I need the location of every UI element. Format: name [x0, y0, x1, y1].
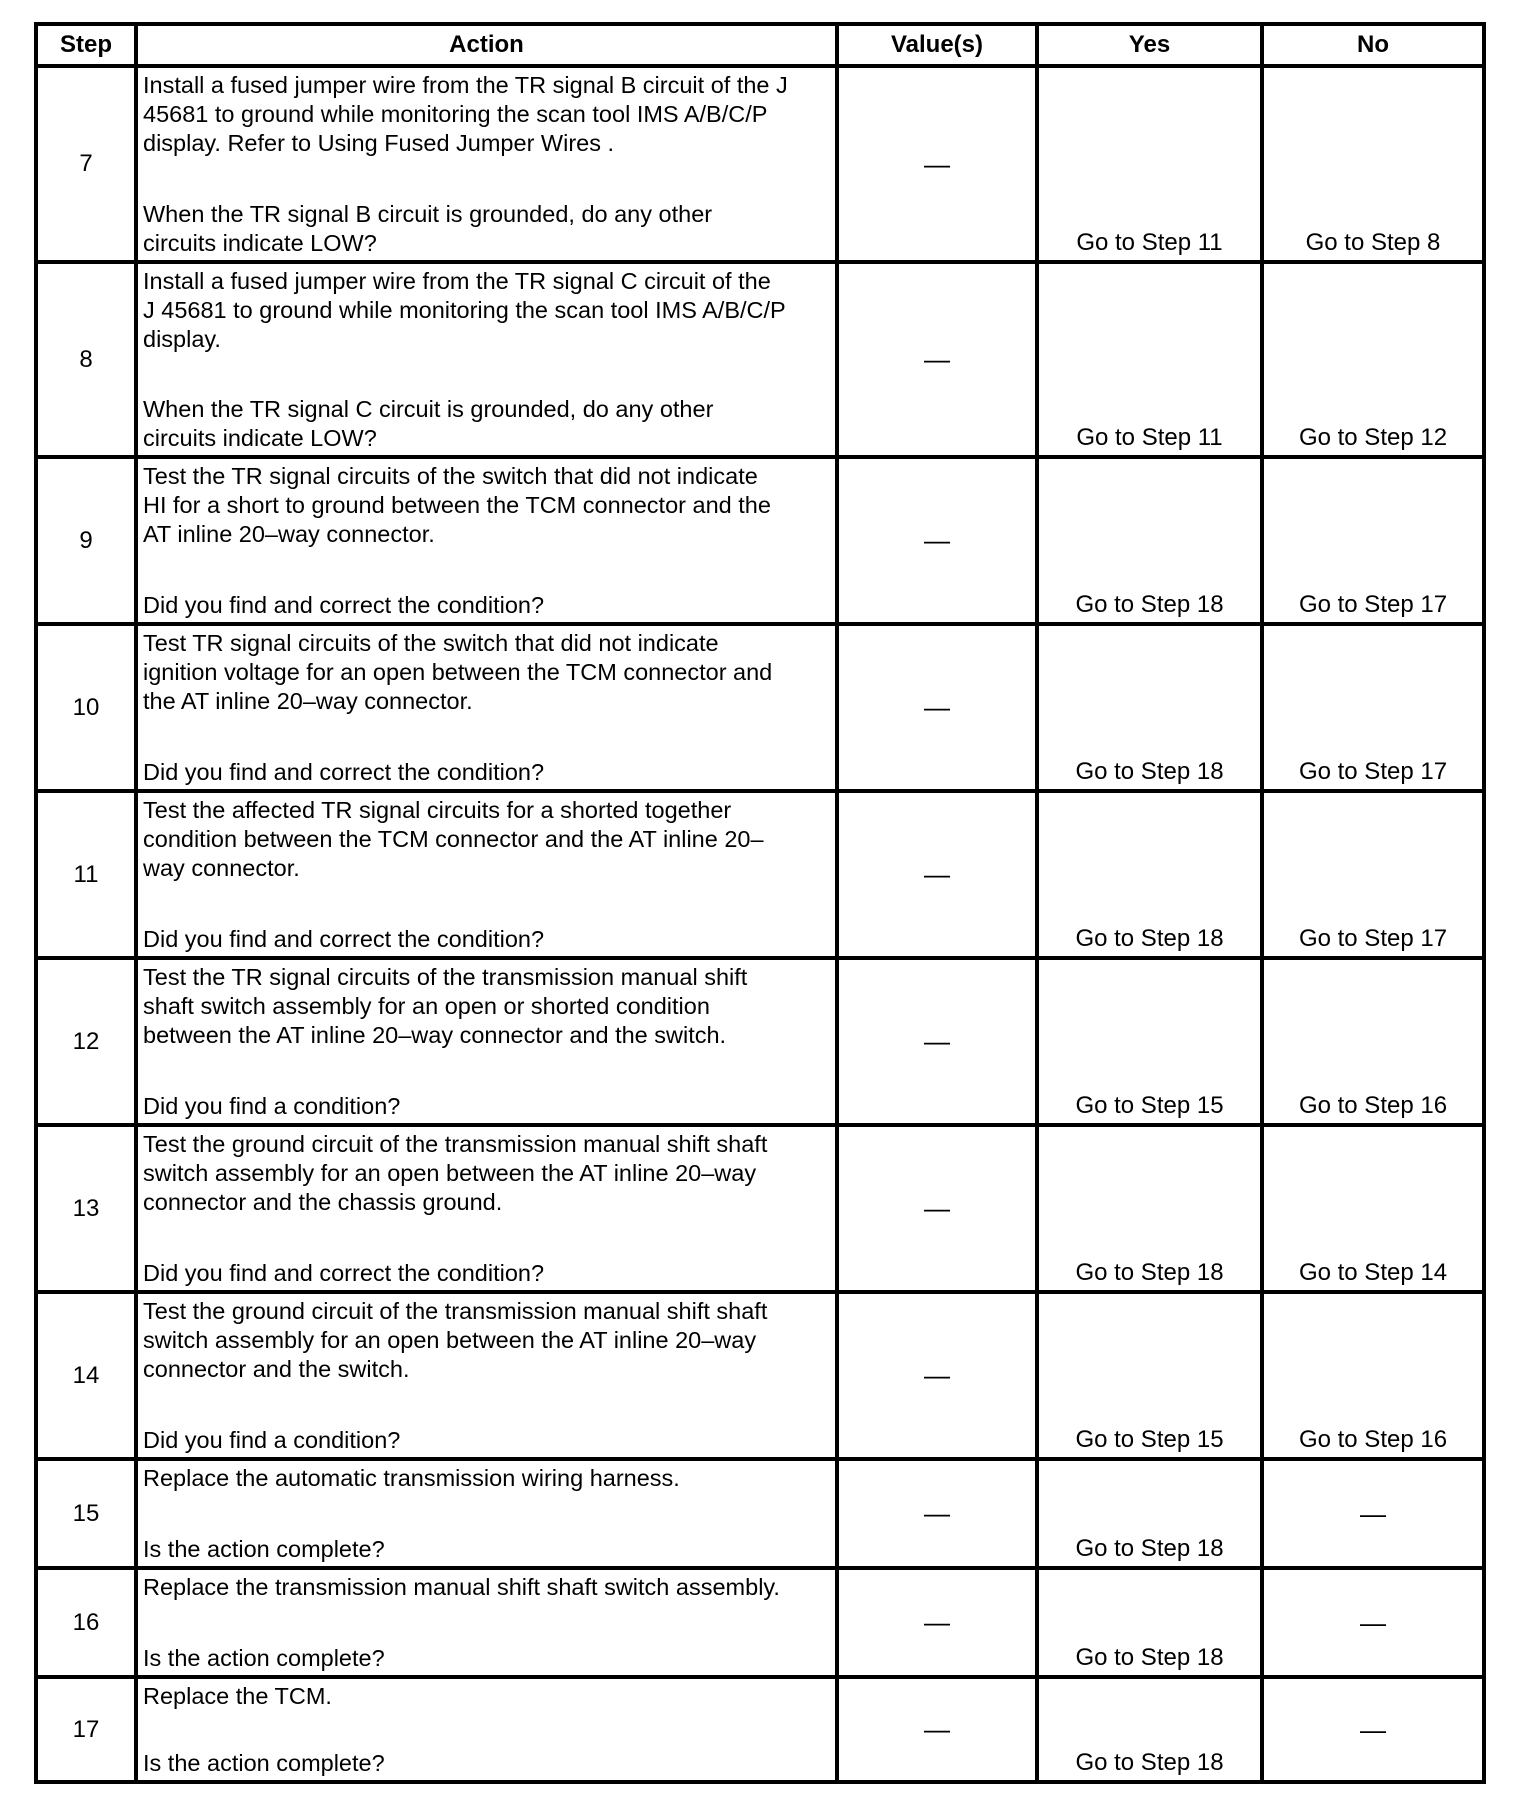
table-row	[38, 1127, 1482, 1294]
action-question: Is the action complete?	[143, 1536, 385, 1562]
no-dash: —	[1360, 1607, 1386, 1637]
action-question: Did you find and correct the condition?	[143, 759, 545, 785]
yes-goto: Go to Step 15	[1075, 1092, 1224, 1119]
table-row	[38, 1679, 1482, 1780]
step-number: 7	[38, 68, 138, 260]
action-question: Did you find a condition?	[143, 1427, 401, 1453]
table-row	[38, 264, 1482, 459]
no-cell	[1264, 1127, 1482, 1290]
values-cell: —	[839, 1679, 1039, 1780]
action-text: Test the ground circuit of the transmission manual shift shaft switch assembly for an open between the AT inline 20–way connector and the switch.	[143, 1298, 768, 1382]
action-cell	[138, 1679, 839, 1780]
yes-goto: Go to Step 18	[1075, 1644, 1224, 1671]
no-goto: Go to Step 17	[1298, 758, 1448, 785]
action-cell	[138, 1461, 839, 1566]
no-goto: Go to Step 16	[1298, 1426, 1448, 1453]
action-cell	[138, 626, 839, 789]
step-number: 8	[38, 264, 138, 455]
action-cell	[138, 1570, 839, 1675]
action-cell	[138, 68, 839, 260]
no-cell	[1264, 1570, 1482, 1675]
yes-goto: Go to Step 18	[1075, 758, 1224, 785]
no-dash: —	[1360, 1714, 1386, 1744]
table-row	[38, 793, 1482, 960]
action-text: Replace the TCM.	[143, 1683, 332, 1709]
action-question: Did you find a condition?	[143, 1093, 401, 1119]
no-cell	[1264, 68, 1482, 260]
yes-goto: Go to Step 11	[1076, 424, 1223, 451]
yes-goto: Go to Step 18	[1075, 925, 1224, 952]
action-text: Test the affected TR signal circuits for a shorted together condition between the TCM connector and the AT inline 20– way connector.	[143, 797, 764, 881]
action-question: Is the action complete?	[143, 1750, 385, 1776]
no-goto: Go to Step 12	[1298, 424, 1448, 451]
no-goto: Go to Step 17	[1298, 591, 1448, 618]
action-text: Replace the automatic transmission wiring harness.	[143, 1465, 680, 1491]
action-cell	[138, 960, 839, 1123]
yes-goto: Go to Step 18	[1075, 1749, 1224, 1776]
no-goto: Go to Step 17	[1298, 925, 1448, 952]
no-dash: —	[1360, 1498, 1386, 1528]
action-text: Install a fused jumper wire from the TR signal C circuit of the J 45681 to ground while monitoring the scan tool IMS A/B/C/P display.	[143, 268, 786, 352]
yes-goto: Go to Step 18	[1075, 591, 1224, 618]
yes-cell	[1039, 1679, 1264, 1780]
header-values: Value(s)	[839, 26, 1039, 64]
action-cell	[138, 459, 839, 622]
table-row	[38, 1294, 1482, 1461]
action-text: Replace the transmission manual shift shaft switch assembly.	[143, 1574, 780, 1600]
values-cell: —	[839, 264, 1039, 455]
step-number: 12	[38, 960, 138, 1123]
yes-goto: Go to Step 18	[1075, 1259, 1224, 1286]
action-cell	[138, 264, 839, 455]
yes-cell	[1039, 1570, 1264, 1675]
values-cell: —	[839, 793, 1039, 956]
step-number: 9	[38, 459, 138, 622]
values-cell: —	[839, 68, 1039, 260]
values-cell: —	[839, 960, 1039, 1123]
yes-cell	[1039, 264, 1264, 455]
values-cell: —	[839, 1461, 1039, 1566]
no-goto: Go to Step 8	[1305, 229, 1441, 256]
table-header-row	[38, 26, 1482, 68]
step-number: 16	[38, 1570, 138, 1675]
action-question: Did you find and correct the condition?	[143, 1260, 545, 1286]
yes-cell	[1039, 1294, 1264, 1457]
action-cell	[138, 1127, 839, 1290]
action-question: Is the action complete?	[143, 1645, 385, 1671]
header-no: No	[1357, 31, 1389, 58]
header-yes: Yes	[1039, 26, 1264, 64]
no-cell	[1264, 960, 1482, 1123]
no-goto: Go to Step 16	[1298, 1092, 1448, 1119]
action-cell	[138, 793, 839, 956]
action-text: Install a fused jumper wire from the TR signal B circuit of the J 45681 to ground while monitoring the scan tool IMS A/B/C/P display. Refer to Using Fused Jumper Wires .	[143, 72, 788, 156]
step-number: 14	[38, 1294, 138, 1457]
step-number: 17	[38, 1679, 138, 1780]
yes-cell	[1039, 459, 1264, 622]
step-number: 10	[38, 626, 138, 789]
table-row	[38, 960, 1482, 1127]
action-question: Did you find and correct the condition?	[143, 926, 545, 952]
no-cell	[1264, 626, 1482, 789]
no-cell	[1264, 264, 1482, 455]
diagnostic-table	[34, 22, 1486, 1784]
header-action: Action	[138, 26, 839, 64]
values-cell: —	[839, 459, 1039, 622]
no-goto: Go to Step 14	[1298, 1259, 1448, 1286]
yes-cell	[1039, 1461, 1264, 1566]
values-cell: —	[839, 1294, 1039, 1457]
table-row	[38, 1570, 1482, 1679]
yes-goto: Go to Step 18	[1075, 1535, 1224, 1562]
action-text: Test the ground circuit of the transmission manual shift shaft switch assembly for an open between the AT inline 20–way connector and the chassis ground.	[143, 1131, 768, 1215]
step-number: 11	[38, 793, 138, 956]
yes-cell	[1039, 1127, 1264, 1290]
no-cell	[1264, 459, 1482, 622]
action-question: When the TR signal B circuit is grounded, do any other circuits indicate LOW?	[143, 201, 713, 256]
action-cell	[138, 1294, 839, 1457]
action-text: Test the TR signal circuits of the switch that did not indicate HI for a short to ground between the TCM connector and the AT inline 20–way connector.	[143, 463, 771, 547]
no-cell	[1264, 793, 1482, 956]
values-cell: —	[839, 626, 1039, 789]
action-question: When the TR signal C circuit is grounded, do any other circuits indicate LOW?	[143, 396, 714, 451]
action-text: Test the TR signal circuits of the transmission manual shift shaft switch assembly for an open or shorted condition between the AT inline 20–way connector and the switch.	[143, 964, 748, 1048]
no-cell	[1264, 1294, 1482, 1457]
yes-goto: Go to Step 15	[1075, 1426, 1224, 1453]
yes-cell	[1039, 626, 1264, 789]
step-number: 15	[38, 1461, 138, 1566]
header-step: Step	[38, 26, 138, 64]
yes-cell	[1039, 68, 1264, 260]
action-question: Did you find and correct the condition?	[143, 592, 545, 618]
yes-cell	[1039, 960, 1264, 1123]
action-text: Test TR signal circuits of the switch that did not indicate ignition voltage for an open between the TCM connector and the AT inline 20–way connector.	[143, 630, 773, 714]
values-cell: —	[839, 1570, 1039, 1675]
table-row	[38, 68, 1482, 264]
no-cell	[1264, 1679, 1482, 1780]
no-cell	[1264, 1461, 1482, 1566]
values-cell: —	[839, 1127, 1039, 1290]
table-row	[38, 626, 1482, 793]
table-row	[38, 459, 1482, 626]
yes-cell	[1039, 793, 1264, 956]
step-number: 13	[38, 1127, 138, 1290]
table-row	[38, 1461, 1482, 1570]
yes-goto: Go to Step 11	[1076, 229, 1223, 256]
